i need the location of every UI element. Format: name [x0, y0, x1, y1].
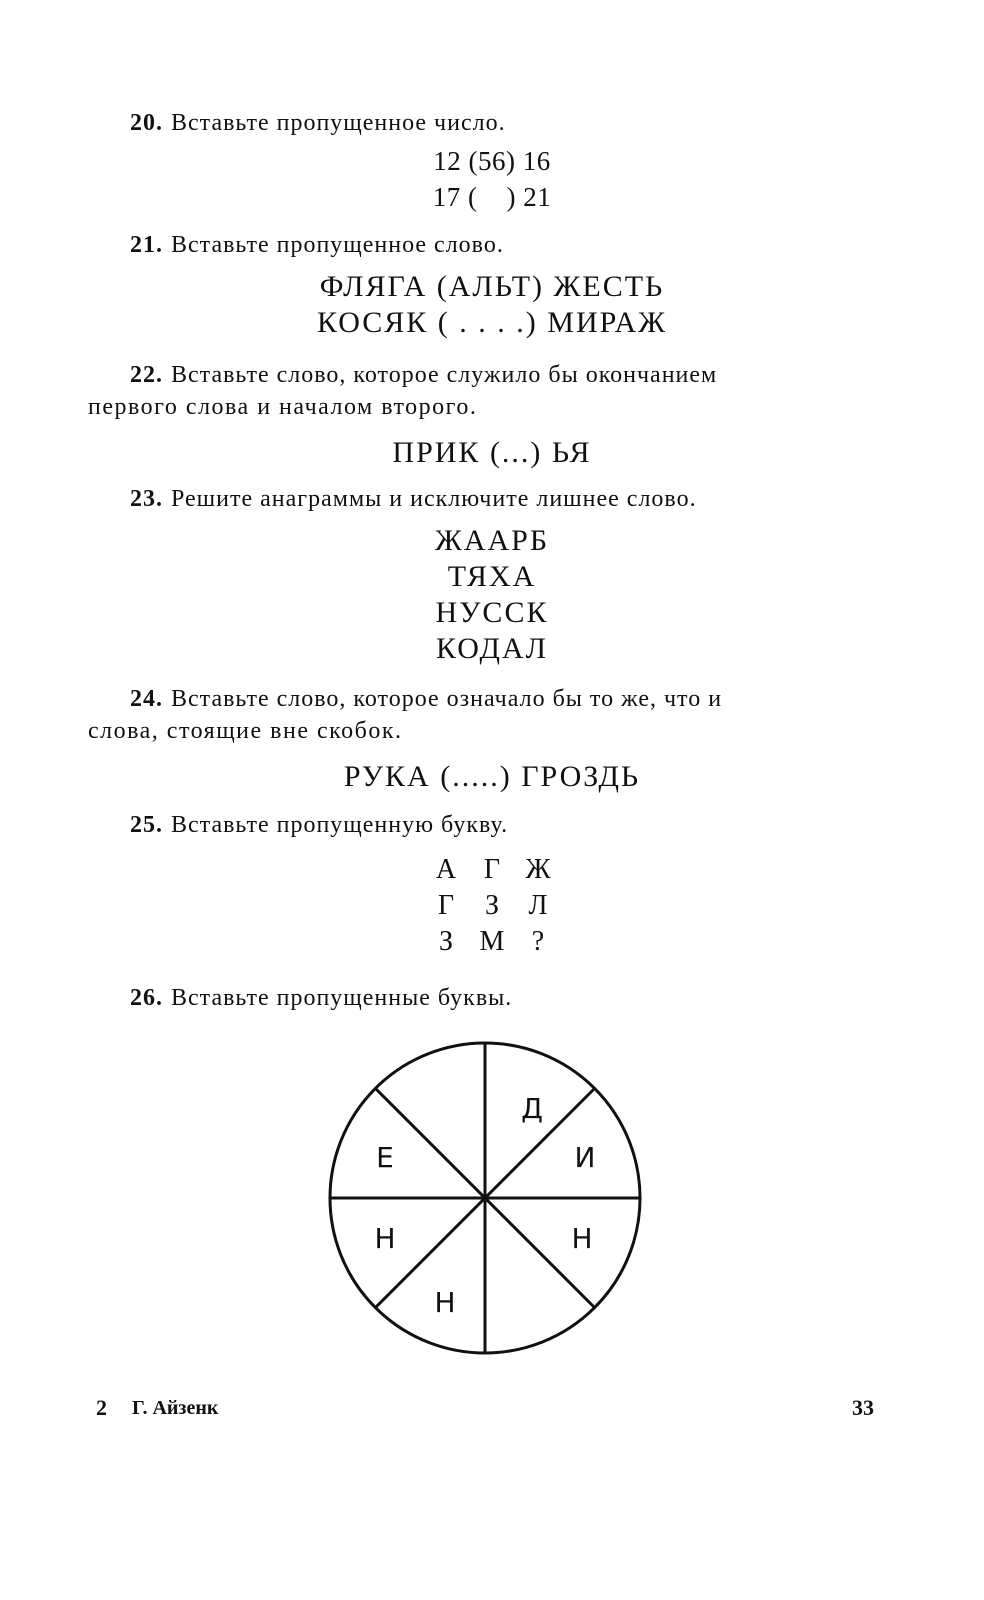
sector-letter: И [574, 1141, 596, 1174]
anagram-1: ЖААРБ [434, 524, 550, 557]
question-number: 20. [130, 110, 163, 136]
sector-letter: Н [434, 1286, 456, 1319]
grid-cell: Г [437, 890, 455, 921]
grid-cell: З [438, 926, 454, 957]
sector-letter: Д [521, 1092, 543, 1125]
word-row-2: КОСЯК ( . . . .) МИРАЖ [316, 306, 668, 339]
question-text-line-1: Вставьте слово, которое означало бы то же, что и [171, 686, 723, 712]
question-number: 24. [130, 686, 163, 712]
number-row-2: 17 ( ) 21 [432, 182, 552, 212]
question-number: 21. [130, 232, 163, 258]
question-24 [130, 686, 722, 713]
sector-letter: Е [376, 1141, 394, 1174]
question-23 [130, 486, 697, 513]
grid-cell: Л [528, 890, 548, 921]
grid-cell: ? [531, 926, 545, 957]
question-25 [130, 812, 508, 839]
anagram-3: НУССК [435, 596, 549, 629]
letter-circle-diagram [320, 1030, 650, 1360]
author-name: Г. Айзенк [132, 1397, 219, 1419]
signature-mark: 2 [96, 1395, 107, 1420]
letter-grid-row-1 [0, 854, 984, 886]
question-20 [130, 110, 506, 137]
grid-cell: З [484, 890, 500, 921]
grid-cell: Ж [525, 854, 551, 885]
grid-cell: М [479, 926, 505, 957]
page-number: 33 [852, 1395, 874, 1420]
grid-cell: Г [483, 854, 501, 885]
sector-letter: Н [571, 1222, 593, 1255]
question-text-line-1: Вставьте слово, которое служило бы окончанием [171, 362, 718, 388]
question-text: Вставьте пропущенное слово. [171, 232, 504, 258]
sector-letter: Н [374, 1222, 396, 1255]
letter-grid-row-2 [0, 890, 984, 922]
question-26 [130, 985, 512, 1012]
question-text: Решите анаграммы и исключите лишнее слово. [171, 486, 697, 512]
question-number: 23. [130, 486, 163, 512]
question-text-line-2: первого слова и началом второго. [88, 394, 478, 420]
question-text: Вставьте пропущенные буквы. [171, 985, 513, 1011]
question-number: 25. [130, 812, 163, 838]
question-22 [130, 362, 717, 389]
letter-grid-row-3 [0, 926, 984, 958]
question-number: 26. [130, 985, 163, 1011]
number-row-1: 12 (56) 16 [433, 146, 551, 176]
question-text: Вставьте пропущенное число. [171, 110, 506, 136]
question-text: Вставьте пропущенную букву. [171, 812, 509, 838]
question-number: 22. [130, 362, 163, 388]
anagram-2: ТЯХА [447, 560, 537, 593]
word-row-1: ФЛЯГА (АЛЬТ) ЖЕСТЬ [319, 270, 665, 303]
word-row: РУКА (.....) ГРОЗДЬ [343, 760, 641, 793]
grid-cell: А [435, 854, 457, 885]
word-row: ПРИК (...) ЬЯ [392, 436, 592, 469]
anagram-4: КОДАЛ [436, 632, 548, 665]
question-21 [130, 232, 504, 259]
question-text-line-2: слова, стоящие вне скобок. [88, 718, 403, 744]
